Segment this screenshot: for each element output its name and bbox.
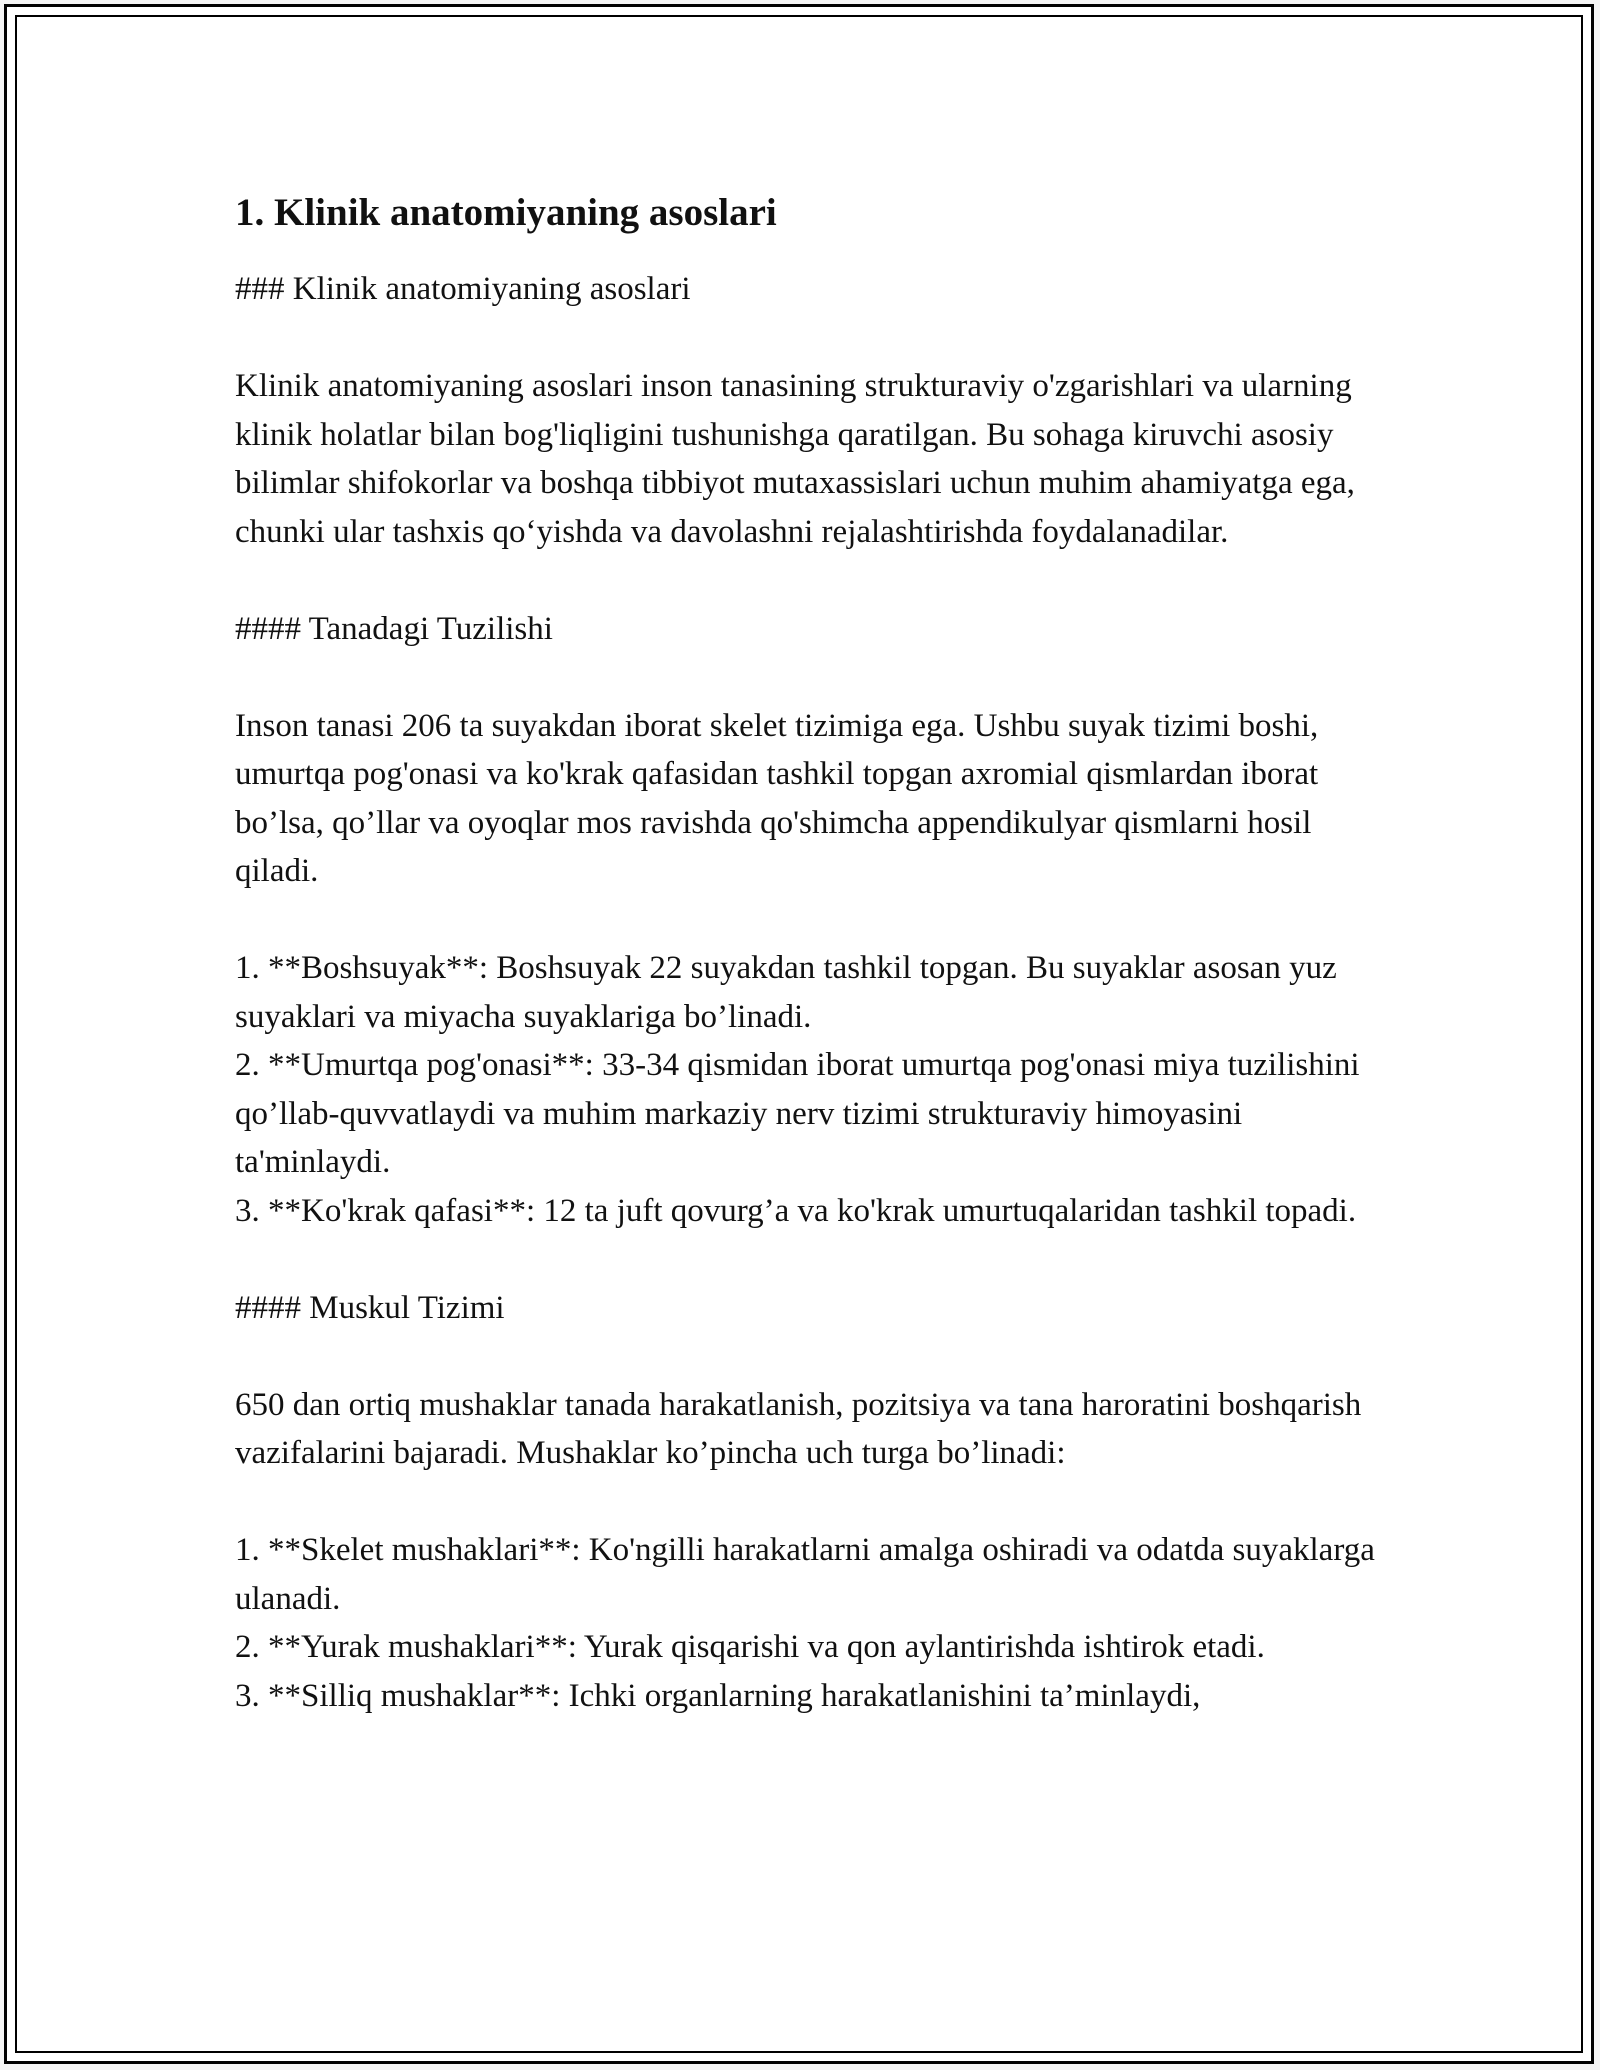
list-item: 1. **Boshsuyak**: Boshsuyak 22 suyakdan tashkil topgan. Bu suyaklar asosan yuz suyaklari va miyacha suyaklariga bo’linadi. <box>235 950 1337 1035</box>
section-paragraph-tuzilishi: Inson tanasi 206 ta suyakdan iborat skelet tizimiga ega. Ushbu suyak tizimi boshi, umurtqa pog'onasi va ko'krak qafasidan tashkil topgan axromial qismlardan iborat bo’lsa, qo’llar va oyoqlar mos ravishda qo'shimcha appendikulyar qismlarni hosil qiladi. <box>235 707 1319 889</box>
section-heading-muskul: #### Muskul Tizimi <box>235 1289 505 1326</box>
document-body <box>235 185 1375 1720</box>
list-item: 1. **Skelet mushaklari**: Ko'ngilli harakatlarni amalga oshiradi va odatda suyaklarga ulanadi. <box>235 1532 1375 1617</box>
section-heading-tuzilishi: #### Tanadagi Tuzilishi <box>235 610 553 647</box>
section-paragraph-muskul: 650 dan ortiq mushaklar tanada harakatlanish, pozitsiya va tana haroratini boshqarish vazifalarini bajaradi. Mushaklar ko’pincha uch turga bo’linadi: <box>235 1386 1362 1471</box>
intro-paragraph: Klinik anatomiyaning asoslari inson tanasining strukturaviy o'zgarishlari va ularning klinik holatlar bilan bog'liqligini tushunishga qaratilgan. Bu sohaga kiruvchi asosiy bilimlar shifokorlar va boshqa tibbiyot mutaxassislari uchun muhim ahamiyatga ega, chunki ular tashxis qo‘yishda va davolashni rejalashtirishda foydalanadilar. <box>235 368 1355 550</box>
list-item: 3. **Ko'krak qafasi**: 12 ta juft qovurg’a va ko'krak umurtuqalaridan tashkil topadi. <box>235 1192 1357 1229</box>
list-item: 2. **Umurtqa pog'onasi**: 33-34 qismidan iborat umurtqa pog'onasi miya tuzilishini qo’llab-quvvatlaydi va muhim markaziy nerv tizimi strukturaviy himoyasini ta'minlaydi. <box>235 1047 1360 1180</box>
list-item: 3. **Silliq mushaklar**: Ichki organlarning harakatlanishini ta’minlaydi, <box>235 1677 1201 1714</box>
subheading: ### Klinik anatomiyaning asoslari <box>235 271 691 307</box>
list-item: 2. **Yurak mushaklari**: Yurak qisqarishi va qon aylantirishda ishtirok etadi. <box>235 1629 1265 1665</box>
document-title: 1. Klinik anatomiyaning asoslari <box>235 191 777 234</box>
